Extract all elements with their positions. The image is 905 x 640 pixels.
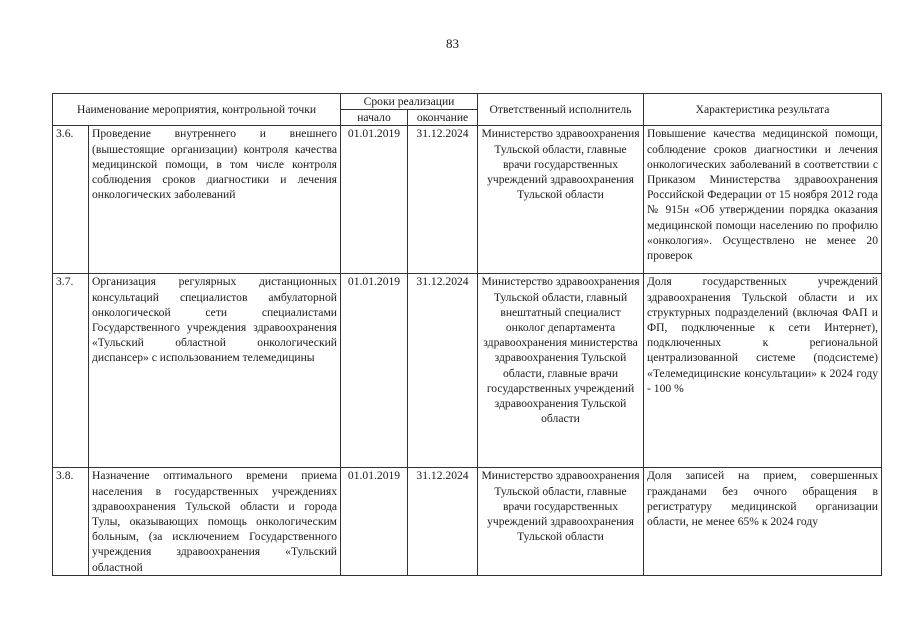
end-date: 31.12.2024 <box>408 468 478 576</box>
header-result: Характеристика результата <box>644 94 882 126</box>
measure-name: Проведение внутреннего и внешнего (вышестоящие организации) контроля качества медицинской помощи, в том числе контроля соблюдения сроков диагностики и лечения онкологических заболеваний <box>89 126 341 274</box>
result-description: Доля записей на прием, совершенных гражданами без очного обращения в регистратуру медицинской организации области, не менее 65% к 2024 году <box>644 468 882 576</box>
measures-table <box>52 93 882 576</box>
measure-name: Организация регулярных дистанционных консультаций специалистов амбулаторной онкологической сети специалистами Государственного учреждения здравоохранения «Тульский областной онкологический диспансер» с использованием телемедицины <box>89 274 341 468</box>
header-end: окончание <box>408 110 478 126</box>
table-header-row <box>53 94 882 110</box>
start-date: 01.01.2019 <box>341 468 408 576</box>
header-deadlines: Сроки реализации <box>341 94 478 110</box>
end-date: 31.12.2024 <box>408 126 478 274</box>
row-number: 3.7. <box>53 274 89 468</box>
end-date: 31.12.2024 <box>408 274 478 468</box>
table-row <box>53 126 882 274</box>
executor: Министерство здравоохранения Тульской области, главные врачи государственных учреждений здравоохранения Тульской области <box>478 468 644 576</box>
start-date: 01.01.2019 <box>341 274 408 468</box>
row-number: 3.8. <box>53 468 89 576</box>
header-name: Наименование мероприятия, контрольной точки <box>53 94 341 126</box>
row-number: 3.6. <box>53 126 89 274</box>
executor: Министерство здравоохранения Тульской области, главные врачи государственных учреждений здравоохранения Тульской области <box>478 126 644 274</box>
page-number: 83 <box>446 36 459 51</box>
header-start: начало <box>341 110 408 126</box>
header-executor: Ответственный исполнитель <box>478 94 644 126</box>
executor: Министерство здравоохранения Тульской области, главный внештатный специалист онколог департамента здравоохранения министерства здравоохранения Тульской области, главные врачи государственных учреждений здравоохранения Тульской области <box>478 274 644 468</box>
result-description: Повышение качества медицинской помощи, соблюдение сроков диагностики и лечения онкологических заболеваний в соответствии с Приказом Министерства здравоохранения Российской Федерации от 15 ноября 2012 года № 915н «Об утверждении порядка оказания медицинской помощи населению по профилю «онкология». Осуществлено не менее 20 проверок <box>644 126 882 274</box>
result-description: Доля государственных учреждений здравоохранения Тульской области и их структурных подразделений (включая ФАП и ФП, подключенные к сети Интернет), подключенных к региональной централизованной системе (подсистеме) «Телемедицинские консультации» к 2024 году - 100 % <box>644 274 882 468</box>
table-row <box>53 468 882 576</box>
measure-name: Назначение оптимального времени приема населения в государственных учреждениях здравоохранения Тульской области и города Тулы, оказывающих помощь онкологическим больным, (за исключением Государственного учреждения здравоохранения «Тульский областной <box>89 468 341 576</box>
start-date: 01.01.2019 <box>341 126 408 274</box>
table-row <box>53 274 882 468</box>
